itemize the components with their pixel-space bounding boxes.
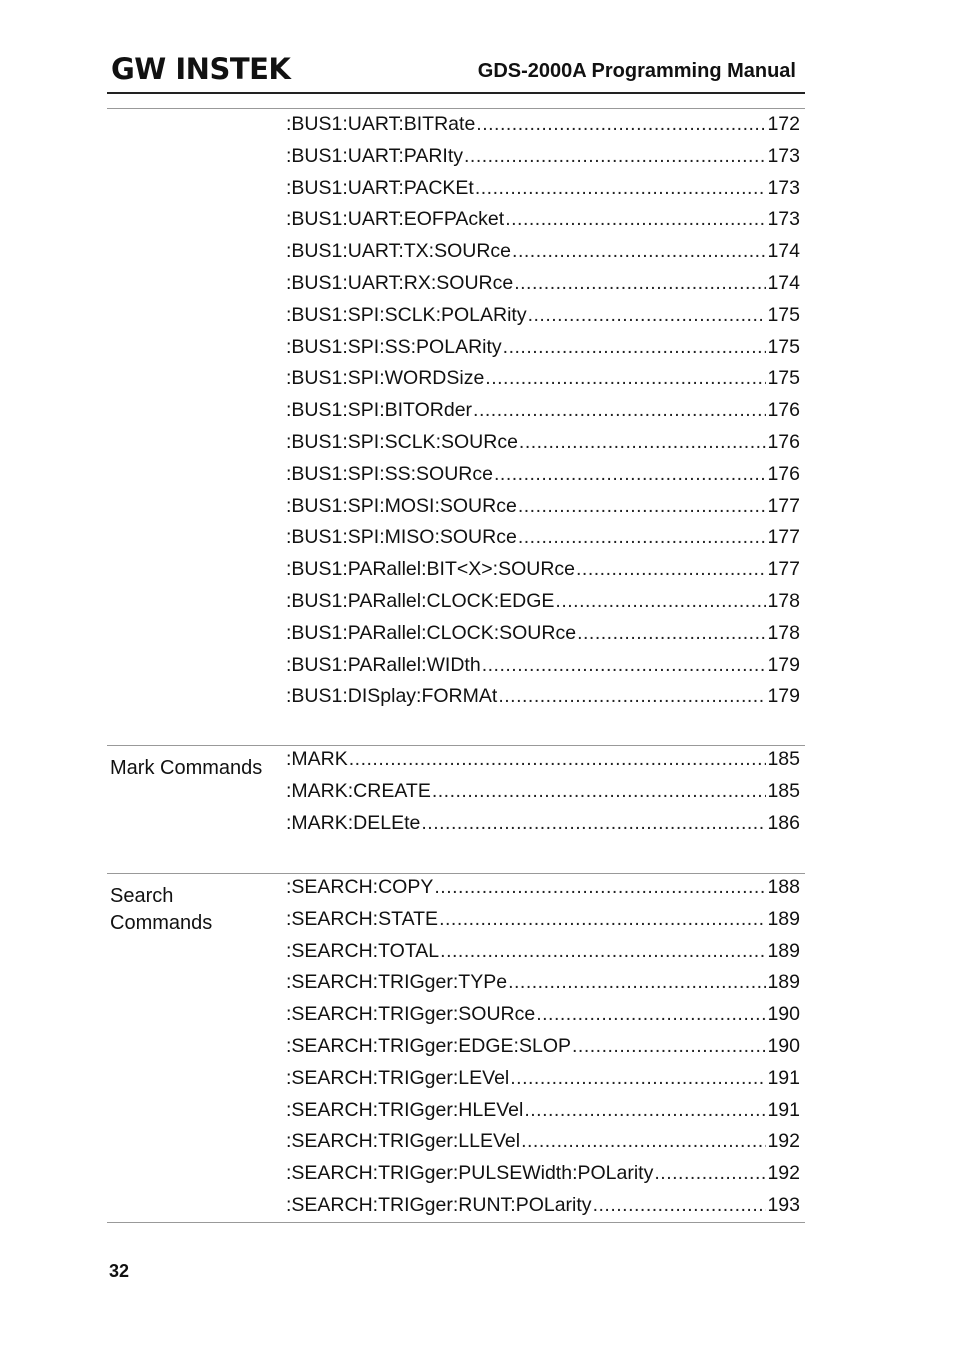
toc-entry-page: 179 [767,685,800,708]
toc-entry[interactable] [286,145,800,177]
toc-entry-page: 178 [767,621,800,644]
toc-entry[interactable] [286,590,800,622]
toc-leader-dots [572,1035,766,1058]
section-divider [107,873,805,874]
toc-entry-page: 177 [767,526,800,549]
toc-entry-command: :BUS1:PARallel:BIT<X>:SOURce [286,558,575,581]
toc-entry-page: 176 [767,399,800,422]
toc-leader-dots [482,654,767,677]
toc-entry[interactable] [286,971,800,1003]
toc-leader-dots [510,1067,766,1090]
toc-entry-page: 176 [767,462,800,485]
toc-entry[interactable] [286,495,800,527]
toc-entry-page: 176 [767,430,800,453]
toc-leader-dots [593,1194,767,1217]
toc-entry-command: :SEARCH:TRIGger:HLEVel [286,1098,524,1121]
toc-leader-dots [503,336,767,359]
toc-entry[interactable] [286,558,800,590]
toc-entry-page: 173 [767,176,800,199]
toc-entry-page: 189 [767,907,800,930]
toc-entry-command: :BUS1:SPI:SCLK:SOURce [286,430,518,453]
toc-entry-command: :MARK [286,748,348,770]
toc-entry-page: 192 [767,1130,800,1153]
toc-entry-page: 174 [767,271,800,294]
toc-leader-dots [528,304,767,327]
toc-entry-page: 191 [767,1066,800,1089]
toc-entry-page: 175 [767,367,800,390]
toc-entry-page: 190 [767,1003,800,1026]
toc-entry-page: 185 [767,748,800,770]
toc-leader-dots [498,685,766,708]
toc-entry-command: :BUS1:SPI:SS:SOURce [286,462,493,485]
toc-entry-command: :SEARCH:COPY [286,876,434,898]
toc-entry[interactable] [286,113,800,145]
toc-entry-command: :BUS1:UART:TX:SOURce [286,240,512,263]
toc-entry-command: :BUS1:SPI:WORDSize [286,367,485,390]
toc-leader-dots [536,1003,766,1026]
toc-entry-command: :SEARCH:TOTAL [286,939,440,962]
header-rule [107,92,805,94]
toc-entry-command: :BUS1:UART:RX:SOURce [286,271,514,294]
toc-entry-page: 189 [767,939,800,962]
section-label-mark: Mark Commands [110,757,263,779]
toc-entry[interactable] [286,431,800,463]
toc-leader-dots [464,145,766,168]
toc-leader-dots [577,622,766,645]
toc-entry[interactable] [286,748,800,780]
toc-entry-command: :BUS1:UART:PARIty [286,144,463,167]
toc-leader-dots [508,971,766,994]
toc-entry-page: 174 [767,240,800,263]
toc-entry-command: :BUS1:PARallel:CLOCK:EDGE [286,589,555,612]
toc-leader-dots [475,177,767,200]
toc-leader-dots [421,812,766,835]
toc-entry[interactable] [286,208,800,240]
toc-entry-command: :SEARCH:TRIGger:EDGE:SLOP [286,1034,571,1057]
toc-entry-command: :MARK:DELEte [286,811,421,834]
toc-leader-dots [555,590,766,613]
toc-entry-page: 188 [767,876,800,898]
toc-entry-command: :SEARCH:STATE [286,907,439,930]
toc-entry-page: 177 [767,494,800,517]
toc-leader-dots [524,1099,766,1122]
toc-section-bus [286,113,800,717]
toc-leader-dots [518,495,767,518]
toc-leader-dots [485,367,766,390]
toc-leader-dots [518,526,767,549]
header-rule-thin [107,108,805,109]
toc-entry-command: :BUS1:UART:BITRate [286,113,476,135]
toc-entry-command: :BUS1:PARallel:CLOCK:SOURce [286,621,577,644]
toc-entry[interactable] [286,780,800,812]
toc-entry-command: :SEARCH:TRIGger:LEVel [286,1066,510,1089]
toc-entry-page: 175 [767,335,800,358]
toc-entry-command: :BUS1:SPI:BITORder [286,399,473,422]
toc-entry[interactable] [286,1035,800,1067]
toc-entry[interactable] [286,1162,800,1194]
toc-entry[interactable] [286,908,800,940]
toc-entry-command: :BUS1:SPI:SS:POLARity [286,335,502,358]
toc-entry[interactable] [286,526,800,558]
toc-entry-command: :SEARCH:TRIGger:LLEVel [286,1130,521,1153]
toc-entry[interactable] [286,1130,800,1162]
toc-entry[interactable] [286,336,800,368]
toc-entry-command: :SEARCH:TRIGger:RUNT:POLarity [286,1193,592,1216]
toc-entry-page: 175 [767,303,800,326]
toc-leader-dots [654,1162,766,1185]
brand-logo: GW INSTEK [111,52,291,86]
toc-entry-command: :BUS1:UART:EOFPAcket [286,208,505,231]
toc-entry-command: :BUS1:SPI:SCLK:POLARity [286,303,527,326]
toc-entry[interactable] [286,240,800,272]
toc-entry-page: 172 [767,113,800,135]
toc-leader-dots [439,908,766,931]
toc-leader-dots [512,240,766,263]
toc-entry[interactable] [286,399,800,431]
toc-entry-page: 193 [767,1193,800,1216]
toc-entry-command: :BUS1:SPI:MISO:SOURce [286,526,517,549]
toc-leader-dots [434,876,766,899]
toc-entry-command: :BUS1:UART:PACKEt [286,176,474,199]
toc-entry-page: 186 [767,811,800,834]
toc-entry-page: 173 [767,144,800,167]
section-divider [107,1222,805,1223]
toc-entry-command: :BUS1:DISplay:FORMAt [286,685,498,708]
toc-entry-command: :SEARCH:TRIGger:TYPe [286,971,508,994]
section-label-search: Search Commands [110,885,213,934]
toc-entry-command: :MARK:CREATE [286,779,431,802]
toc-entry[interactable] [286,1067,800,1099]
toc-entry-page: 189 [767,971,800,994]
toc-entry[interactable] [286,272,800,304]
toc-entry[interactable] [286,304,800,336]
toc-entry[interactable] [286,463,800,495]
toc-leader-dots [349,748,767,771]
toc-entry[interactable] [286,685,800,717]
toc-entry-page: 191 [767,1098,800,1121]
toc-leader-dots [519,431,767,454]
toc-leader-dots [576,558,766,581]
toc-entry[interactable] [286,940,800,972]
toc-entry-page: 177 [767,558,800,581]
toc-entry[interactable] [286,654,800,686]
toc-entry-page: 173 [767,208,800,231]
toc-entry-page: 192 [767,1162,800,1185]
toc-entry[interactable] [286,1003,800,1035]
toc-leader-dots [521,1130,766,1153]
page-number: 32 [109,1261,130,1281]
toc-entry[interactable] [286,812,800,844]
toc-entry-page: 185 [767,779,800,802]
toc-entry[interactable] [286,367,800,399]
toc-entry-page: 179 [767,653,800,676]
toc-entry[interactable] [286,1099,800,1131]
toc-leader-dots [440,940,766,963]
toc-entry-command: :BUS1:SPI:MOSI:SOURce [286,494,517,517]
toc-entry-command: :BUS1:PARallel:WIDth [286,653,481,676]
manual-title: GDS-2000A Programming Manual [477,60,796,82]
toc-entry[interactable] [286,177,800,209]
toc-leader-dots [476,113,766,136]
toc-leader-dots [505,208,766,231]
toc-section-mark [286,748,800,843]
toc-leader-dots [494,463,766,486]
toc-section-search [286,876,800,1226]
toc-entry[interactable] [286,622,800,654]
toc-leader-dots [432,780,767,803]
toc-entry-page: 190 [767,1034,800,1057]
toc-entry-command: :SEARCH:TRIGger:PULSEWidth:POLarity [286,1162,654,1185]
toc-leader-dots [473,399,766,422]
toc-entry[interactable] [286,876,800,908]
toc-leader-dots [514,272,766,295]
section-divider [107,745,805,746]
toc-entry-command: :SEARCH:TRIGger:SOURce [286,1003,536,1026]
toc-entry-page: 178 [767,589,800,612]
toc-entry[interactable] [286,1194,800,1226]
